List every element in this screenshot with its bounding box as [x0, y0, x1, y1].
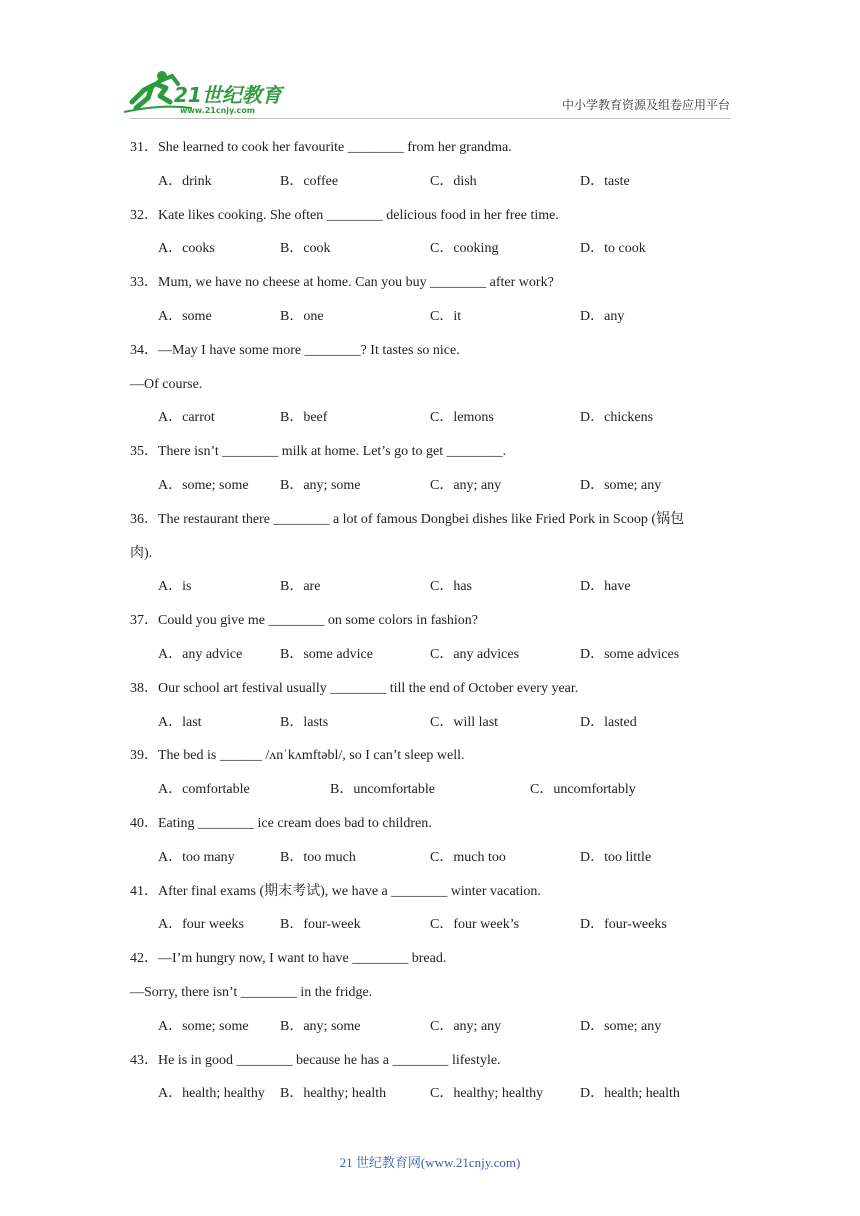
option-c[interactable]: C．much too	[430, 849, 506, 865]
option-d[interactable]: D．chickens	[580, 410, 654, 426]
option-d[interactable]: D．lasted	[580, 714, 637, 730]
option-d[interactable]: D．four-weeks	[580, 917, 667, 933]
option-a[interactable]: A．four weeks	[158, 917, 244, 933]
option-b[interactable]: B．cook	[280, 241, 331, 257]
option-d[interactable]: D．too little	[580, 849, 652, 865]
question-stem-continued: —Sorry, there isn’t ________ in the fridge.	[130, 984, 373, 1000]
options-row	[130, 235, 740, 269]
option-b[interactable]: B．coffee	[280, 173, 339, 189]
option-a[interactable]: A．health; healthy	[158, 1086, 265, 1102]
option-a[interactable]: A．some; some	[158, 477, 249, 493]
question-stem: 36．The restaurant there ________ a lot of famous Dongbei dishes like Fried Pork in Scoop (锅包	[130, 511, 685, 527]
options-row	[130, 641, 740, 675]
options-row	[130, 168, 740, 202]
question-stem: 32．Kate likes cooking. She often ________ delicious food in her free time.	[130, 207, 559, 223]
option-b[interactable]: B．too much	[280, 849, 356, 865]
question-stem: 31．She learned to cook her favourite ________ from her grandma.	[130, 140, 512, 155]
header-divider	[130, 118, 730, 119]
logo-url: www.21cnjy.com	[180, 106, 256, 115]
option-a[interactable]: A．some; some	[158, 1018, 249, 1034]
question-stem: 40．Eating ________ ice cream does bad to children.	[130, 815, 432, 831]
option-b[interactable]: B．one	[280, 308, 324, 324]
options-row	[130, 844, 740, 878]
option-b[interactable]: B．lasts	[280, 714, 329, 730]
question-stem-continued: —Of course.	[130, 376, 203, 392]
option-b[interactable]: B．uncomfortable	[330, 782, 435, 798]
option-c[interactable]: C．uncomfortably	[530, 782, 636, 798]
option-d[interactable]: D．health; health	[580, 1086, 680, 1102]
option-b[interactable]: B．any; some	[280, 477, 361, 493]
option-c[interactable]: C．healthy; healthy	[430, 1086, 544, 1102]
option-b[interactable]: B．beef	[280, 410, 328, 426]
option-a[interactable]: A．drink	[158, 173, 212, 189]
question-stem: 43．He is in good ________ because he has a ________ lifestyle.	[130, 1052, 501, 1068]
option-a[interactable]: A．is	[158, 579, 192, 595]
option-a[interactable]: A．last	[158, 714, 202, 730]
site-logo	[122, 68, 292, 116]
option-d[interactable]: D．any	[580, 308, 625, 324]
option-b[interactable]: B．some advice	[280, 646, 373, 662]
option-a[interactable]: A．comfortable	[158, 782, 250, 798]
options-row	[130, 472, 740, 506]
question-stem: 39．The bed is ______ /ʌnˈkʌmftəbl/, so I can’t sleep well.	[130, 748, 465, 764]
question-stem: 37．Could you give me ________ on some colors in fashion?	[130, 613, 479, 629]
option-a[interactable]: A．cooks	[158, 241, 215, 257]
options-row	[130, 1013, 740, 1047]
option-b[interactable]: B．any; some	[280, 1018, 361, 1034]
question-stem: 41．After final exams (期末考试), we have a ________ winter vacation.	[130, 883, 541, 899]
page-header	[0, 0, 860, 125]
option-d[interactable]: D．some; any	[580, 1018, 662, 1034]
option-a[interactable]: A．carrot	[158, 410, 215, 426]
option-a[interactable]: A．some	[158, 308, 212, 324]
option-c[interactable]: C．it	[430, 308, 462, 324]
option-a[interactable]: A．too many	[158, 849, 235, 865]
option-c[interactable]: C．will last	[430, 714, 499, 730]
options-row	[130, 709, 740, 743]
option-a[interactable]: A．any advice	[158, 646, 243, 662]
question-stem-continued: 肉).	[130, 545, 153, 561]
question-list	[130, 134, 740, 1114]
option-c[interactable]: C．any; any	[430, 1018, 502, 1034]
question-stem: 42．—I’m hungry now, I want to have ________ bread.	[130, 951, 447, 967]
question-stem: 34．—May I have some more ________? It tastes so nice.	[130, 342, 460, 358]
options-row	[130, 303, 740, 337]
option-c[interactable]: C．has	[430, 579, 472, 595]
option-d[interactable]: D．some advices	[580, 646, 680, 662]
platform-name: 中小学教育资源及组卷应用平台	[561, 98, 730, 112]
option-b[interactable]: B．are	[280, 579, 321, 595]
option-b[interactable]: B．four-week	[280, 917, 361, 933]
question-stem: 35．There isn’t ________ milk at home. Let’s go to get ________.	[130, 444, 507, 460]
option-c[interactable]: C．dish	[430, 173, 477, 189]
options-row	[130, 1080, 740, 1114]
option-d[interactable]: D．taste	[580, 173, 630, 189]
question-stem: 38．Our school art festival usually ________ till the end of October every year.	[130, 680, 579, 696]
option-c[interactable]: C．any; any	[430, 477, 502, 493]
options-row	[130, 911, 740, 945]
option-c[interactable]: C．cooking	[430, 241, 499, 257]
option-c[interactable]: C．lemons	[430, 410, 494, 426]
page-footer: 21 世纪教育网(www.21cnjy.com)	[339, 1155, 521, 1170]
option-d[interactable]: D．have	[580, 579, 631, 595]
logo-text: 21世纪教育	[174, 83, 282, 107]
option-d[interactable]: D．some; any	[580, 477, 662, 493]
option-c[interactable]: C．four week’s	[430, 917, 520, 933]
options-row	[130, 776, 740, 810]
option-b[interactable]: B．healthy; health	[280, 1086, 387, 1102]
option-d[interactable]: D．to cook	[580, 241, 646, 257]
options-row	[130, 573, 740, 607]
question-stem: 33．Mum, we have no cheese at home. Can you buy ________ after work?	[130, 275, 554, 291]
options-row	[130, 404, 740, 438]
option-c[interactable]: C．any advices	[430, 646, 520, 662]
